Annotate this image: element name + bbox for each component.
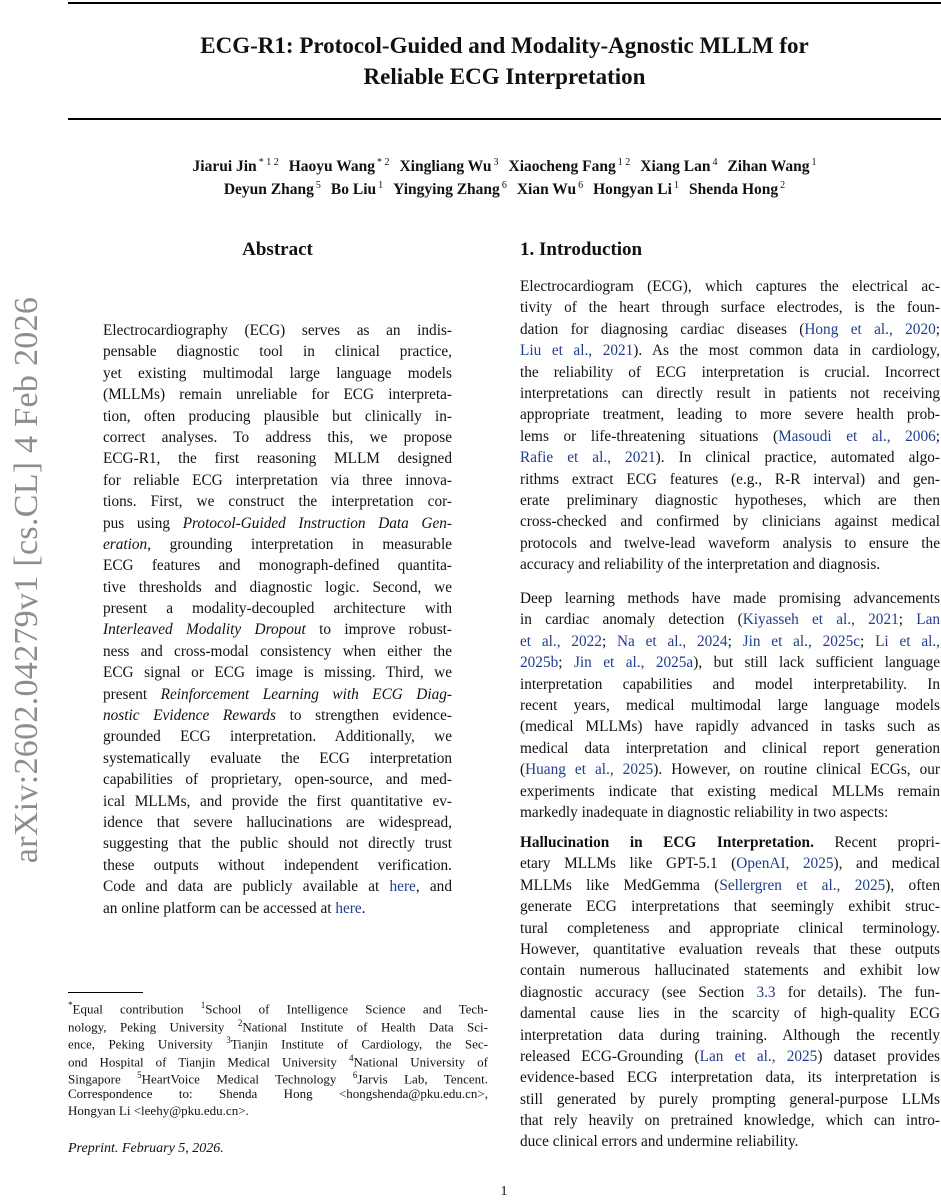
text-line bbox=[103, 448, 452, 469]
text-line bbox=[520, 469, 940, 490]
citation-link[interactable]: Liu et al., 2021 bbox=[520, 342, 634, 360]
title-rule bbox=[68, 118, 941, 120]
text-line bbox=[103, 406, 452, 427]
text-run: for reliable ECG interpretation via three innova- bbox=[103, 471, 452, 489]
author-affiliation-marker: 3 bbox=[493, 157, 499, 168]
text-run: nology, Peking University bbox=[68, 1018, 238, 1034]
citation-link[interactable]: Kiyasseh et al., 2021 bbox=[742, 611, 899, 629]
text-run: Deep learning methods have made promising advancements bbox=[520, 590, 940, 607]
text-line bbox=[520, 1067, 940, 1088]
text-run: markedly inadequate in diagnostic reliability in two aspects: bbox=[520, 803, 889, 821]
text-run: experiments indicate that existing medical MLLMs remain bbox=[520, 782, 940, 800]
text-run: evidence-based ECG interpretation data, its interpretation is bbox=[520, 1069, 940, 1087]
text-line bbox=[103, 791, 452, 812]
text-run: ; bbox=[860, 632, 876, 650]
author-list-row-1 bbox=[68, 157, 941, 176]
text-line bbox=[520, 1110, 940, 1131]
text-run: Electrocardiogram (ECG), which captures the electrical ac- bbox=[520, 278, 940, 295]
citation-link[interactable]: Hong et al., 2020 bbox=[804, 320, 936, 338]
text-line bbox=[68, 1067, 488, 1085]
text-line bbox=[68, 997, 488, 1015]
author bbox=[517, 181, 583, 198]
text-line bbox=[520, 609, 940, 630]
text-run: contain numerous hallucinated statements and exhibit low bbox=[520, 962, 940, 980]
run-in-heading: Hallucination in ECG Interpretation. bbox=[520, 834, 814, 851]
author-affiliation-marker: 5 bbox=[315, 180, 321, 191]
text-line bbox=[520, 853, 940, 874]
citation-link[interactable]: OpenAI, 2025 bbox=[736, 855, 834, 873]
text-run: Electrocardiography (ECG) serves as an indis- bbox=[103, 322, 452, 339]
text-line bbox=[520, 404, 940, 425]
text-run: ), and medical bbox=[833, 855, 940, 873]
text-line bbox=[520, 982, 940, 1003]
emphasis: eration bbox=[103, 535, 148, 553]
text-line bbox=[520, 695, 940, 716]
text-run: lems or life-threatening situations ( bbox=[520, 427, 779, 445]
text-run: (MLLMs) remain unreliable for ECG interpreta- bbox=[103, 386, 452, 404]
text-run: yet existing multimodal large language models bbox=[103, 364, 452, 382]
text-line bbox=[103, 534, 452, 555]
citation-link[interactable]: et al., 2022 bbox=[520, 632, 602, 650]
preprint-note: Preprint. February 5, 2026. bbox=[68, 1141, 224, 1156]
superscript: 1 bbox=[200, 1000, 206, 1010]
text-line bbox=[103, 619, 452, 640]
text-line bbox=[103, 705, 452, 726]
introduction-paragraph-2 bbox=[520, 588, 940, 823]
author-name: Zihan Wang bbox=[727, 158, 810, 176]
text-run: recent years, medical multimodal large language models bbox=[520, 696, 940, 714]
author bbox=[289, 158, 390, 175]
text-line bbox=[103, 641, 452, 662]
text-run: National Institute of Health Data Sci- bbox=[242, 1018, 488, 1034]
text-run: grounded ECG interpretation. Additionally, we bbox=[103, 728, 452, 746]
text-run: However, quantitative evaluation reveals that these outputs bbox=[520, 940, 940, 958]
text-line bbox=[520, 1131, 940, 1152]
text-run: School of Intelligence Science and Tech- bbox=[205, 1001, 488, 1017]
text-line bbox=[103, 769, 452, 790]
text-run: Tianjin Institute of Cardiology, the Sec- bbox=[230, 1036, 489, 1052]
author bbox=[193, 158, 279, 175]
text-run: ; bbox=[601, 632, 617, 650]
author bbox=[331, 181, 383, 198]
author-affiliation-marker: 1 bbox=[811, 157, 817, 168]
text-run: ence, Peking University bbox=[68, 1036, 227, 1052]
text-run: ECG signal or ECG image is missing. Third, we bbox=[103, 664, 452, 682]
text-line bbox=[520, 832, 940, 853]
text-run: Equal contribution bbox=[72, 1001, 201, 1017]
text-run: to strengthen evidence- bbox=[275, 707, 452, 725]
text-line bbox=[520, 674, 940, 695]
author-affiliation-marker: 1 bbox=[378, 180, 384, 191]
author-list-row-2 bbox=[68, 180, 941, 199]
author-affiliation-marker: 4 bbox=[712, 157, 718, 168]
citation-link[interactable]: Huang et al., 2025 bbox=[525, 761, 654, 779]
text-run: protocols and twelve-lead waveform analysis to ensure the bbox=[520, 534, 940, 552]
text-line bbox=[103, 341, 452, 362]
superscript: 2 bbox=[237, 1017, 243, 1028]
author-name: Xiaocheng Fang bbox=[508, 158, 616, 176]
text-line bbox=[68, 1085, 488, 1103]
superscript: 4 bbox=[348, 1052, 354, 1063]
text-line bbox=[520, 362, 940, 383]
citation-link[interactable]: Na et al., 2024 bbox=[617, 632, 728, 650]
text-run: ) dataset provides bbox=[817, 1047, 940, 1065]
text-line bbox=[520, 533, 940, 554]
text-run: suggesting that the public should not directly trust bbox=[103, 835, 452, 853]
author bbox=[640, 158, 717, 175]
text-line bbox=[103, 577, 452, 598]
text-run: ). In clinical practice, automated algo- bbox=[655, 449, 940, 467]
text-run: medical data interpretation and clinical report generation bbox=[520, 739, 940, 757]
text-run: tions. First, we construct the interpretation cor- bbox=[103, 493, 452, 511]
text-line bbox=[520, 1089, 940, 1110]
text-line bbox=[520, 554, 940, 575]
text-line bbox=[520, 738, 940, 759]
text-line bbox=[520, 511, 940, 532]
text-line bbox=[520, 781, 940, 802]
text-line bbox=[520, 426, 940, 447]
citation-link[interactable]: Sellergren et al., 2025 bbox=[719, 876, 886, 894]
text-run: systematically evaluate the ECG interpretation bbox=[103, 749, 452, 767]
author-name: Xian Wu bbox=[516, 181, 577, 199]
text-run: , and bbox=[415, 878, 452, 896]
text-line bbox=[68, 1032, 488, 1050]
text-run: Code and data are publicly available at bbox=[103, 878, 390, 896]
text-line bbox=[103, 726, 452, 747]
author-name: Xiang Lan bbox=[640, 158, 711, 176]
text-run: ), but still lack sufficient language bbox=[693, 654, 940, 672]
emphasis: Reinforcement Learning with ECG Diag- bbox=[160, 685, 452, 703]
text-run: ; bbox=[558, 654, 574, 672]
citation-link[interactable]: 3.3 bbox=[756, 983, 776, 1001]
text-line bbox=[68, 1015, 488, 1033]
citation-link[interactable]: Rafie et al., 2021 bbox=[520, 449, 656, 467]
author bbox=[593, 181, 679, 198]
text-run: tural completeness and appropriate clinical terminology. bbox=[520, 919, 940, 937]
author-affiliation-marker: 6 bbox=[578, 180, 584, 191]
text-line bbox=[520, 716, 940, 737]
citation-link[interactable]: Lan bbox=[916, 611, 941, 629]
text-line bbox=[103, 363, 452, 384]
emphasis: nostic Evidence Rewards bbox=[103, 707, 276, 725]
text-run: Correspondence to: Shenda Hong <hongshenda@pku.edu.cn>, bbox=[68, 1085, 488, 1101]
text-run: cross-checked and confirmed by clinicians against medical bbox=[520, 513, 940, 531]
text-line bbox=[520, 1025, 940, 1046]
text-line bbox=[520, 939, 940, 960]
author bbox=[393, 181, 507, 198]
text-line bbox=[520, 960, 940, 981]
superscript: 6 bbox=[352, 1070, 358, 1080]
author-affiliation-marker: 6 bbox=[501, 180, 507, 191]
citation-link[interactable]: here bbox=[389, 878, 416, 896]
text-line bbox=[103, 898, 452, 919]
text-run: to improve robust- bbox=[305, 621, 452, 639]
text-run: interpretation data during training. Although the recently bbox=[520, 1026, 940, 1044]
text-run: ; bbox=[935, 320, 940, 338]
author bbox=[727, 158, 816, 175]
text-run: rithms extract ECG features (e.g., R-R interval) and gen- bbox=[520, 470, 940, 488]
text-run: National University of bbox=[353, 1053, 488, 1069]
text-line bbox=[520, 1046, 940, 1067]
text-run: pensable diagnostic tool in clinical practice, bbox=[103, 343, 452, 361]
text-run: , grounding interpretation in measurable bbox=[147, 535, 452, 553]
text-run: Jarvis Lab, Tencent. bbox=[357, 1071, 488, 1087]
text-run: that rely heavily on pretrained knowledge, which can intro- bbox=[520, 1112, 940, 1130]
page-number: 1 bbox=[500, 1184, 508, 1199]
text-line bbox=[103, 555, 452, 576]
author-name: Shenda Hong bbox=[688, 181, 779, 199]
title-line-1: ECG-R1: Protocol-Guided and Modality-Agnostic MLLM for bbox=[200, 33, 809, 58]
text-line bbox=[103, 320, 452, 341]
text-run: HeartVoice Medical Technology bbox=[141, 1071, 353, 1087]
author-name: Jiarui Jin bbox=[192, 158, 257, 176]
superscript: 5 bbox=[137, 1070, 142, 1080]
text-line bbox=[520, 918, 940, 939]
text-run: ECG features and monograph-defined quantita- bbox=[103, 557, 452, 575]
introduction-paragraph-3 bbox=[520, 832, 940, 1153]
superscript: * bbox=[68, 1000, 73, 1010]
author-affiliation-marker: 1 bbox=[673, 180, 679, 191]
text-run: present bbox=[103, 685, 161, 703]
text-run: tivity of the heart through surface electrodes, is the foun- bbox=[520, 299, 940, 317]
author bbox=[509, 158, 631, 175]
abstract-body bbox=[103, 320, 452, 919]
author-name: Bo Liu bbox=[330, 181, 377, 199]
author-affiliation-marker: * 2 bbox=[376, 157, 390, 168]
text-run: accuracy and reliability of the interpretation and diagnosis. bbox=[520, 556, 881, 574]
text-run: these outputs without independent verification. bbox=[103, 856, 452, 874]
text-run: interpretations can directly result in patients not receiving bbox=[520, 384, 940, 402]
text-run: released ECG-Grounding ( bbox=[520, 1047, 700, 1065]
text-run: an online platform can be accessed at bbox=[103, 899, 336, 917]
text-run: ( bbox=[520, 761, 526, 779]
author-name: Haoyu Wang bbox=[288, 158, 375, 176]
text-run: MLLMs like MedGemma ( bbox=[520, 876, 720, 894]
text-line bbox=[520, 297, 940, 318]
text-run: still generated by purely prompting general-purpose LLMs bbox=[520, 1090, 940, 1108]
text-line bbox=[103, 684, 452, 705]
text-run: appropriate treatment, leading to more severe health prob- bbox=[520, 406, 940, 424]
text-run: ; bbox=[935, 427, 940, 445]
author bbox=[399, 158, 498, 175]
text-run: ). However, on routine clinical ECGs, our bbox=[653, 761, 941, 779]
text-run: correct analyses. To address this, we propose bbox=[103, 428, 452, 446]
text-line bbox=[520, 447, 940, 468]
citation-link[interactable]: Lan et al., 2025 bbox=[699, 1047, 818, 1065]
text-line bbox=[68, 1050, 488, 1068]
text-run: tive thresholds and diagnostic logic. Second, we bbox=[103, 578, 452, 596]
author bbox=[689, 181, 785, 198]
title-line-2: Reliable ECG Interpretation bbox=[363, 64, 646, 89]
text-run: dation for diagnosing cardiac diseases ( bbox=[520, 320, 805, 338]
text-line bbox=[520, 652, 940, 673]
arxiv-identifier-text: arXiv:2602.04279v1 [cs.CL] 4 Feb 2026 bbox=[8, 296, 45, 864]
text-line bbox=[103, 427, 452, 448]
text-line bbox=[103, 876, 452, 897]
text-run: etary MLLMs like GPT-5.1 ( bbox=[520, 855, 737, 873]
author-affiliation-marker: * 1 2 bbox=[258, 157, 279, 168]
text-line bbox=[103, 470, 452, 491]
text-run: duce clinical errors and undermine reliability. bbox=[520, 1133, 799, 1151]
paper-title bbox=[68, 30, 941, 92]
text-run: (medical MLLMs) have rapidly advanced in tasks such as bbox=[520, 718, 940, 736]
text-run: capabilities of proprietary, open-source, and med- bbox=[103, 771, 452, 789]
text-line bbox=[103, 812, 452, 833]
text-run: generate ECG interpretations that seemingly exhibit struc- bbox=[520, 898, 940, 916]
text-run: in cardiac anomaly detection ( bbox=[520, 611, 743, 629]
text-line bbox=[520, 490, 940, 511]
text-run: ), often bbox=[885, 876, 940, 894]
text-line bbox=[520, 383, 940, 404]
text-run: Singapore bbox=[68, 1071, 138, 1087]
text-line bbox=[103, 833, 452, 854]
text-line bbox=[103, 513, 452, 534]
author-affiliation-marker: 2 bbox=[780, 180, 786, 191]
affiliations-footnote bbox=[68, 997, 488, 1120]
superscript: 3 bbox=[226, 1035, 231, 1045]
text-line bbox=[103, 491, 452, 512]
author-affiliation-marker: 1 2 bbox=[617, 157, 631, 168]
text-run: ical MLLMs, and provide the first quantitative ev- bbox=[103, 792, 452, 810]
text-line bbox=[520, 588, 940, 609]
citation-link[interactable]: Jin et al., 2025a bbox=[573, 654, 694, 672]
text-line bbox=[520, 276, 940, 297]
author-name: Yingying Zhang bbox=[393, 181, 500, 199]
text-run: ). As the most common data in cardiology, bbox=[633, 342, 940, 360]
text-run: for details). The fun- bbox=[775, 983, 940, 1001]
author-name: Xingliang Wu bbox=[399, 158, 492, 176]
text-run: diagnostic accuracy (see Section bbox=[520, 983, 757, 1001]
author bbox=[224, 181, 321, 198]
text-line bbox=[520, 1003, 940, 1024]
text-line bbox=[68, 1102, 488, 1120]
text-run: pus using bbox=[103, 514, 183, 532]
text-run: present a modality-decoupled architecture with bbox=[103, 600, 452, 618]
text-run: erate preliminary diagnostic hypotheses, which are then bbox=[520, 491, 940, 509]
text-run: the reliability of ECG interpretation is crucial. Incorrect bbox=[520, 363, 940, 381]
text-run: damental cause lies in the scarcity of high-quality ECG bbox=[520, 1005, 940, 1023]
citation-link[interactable]: here bbox=[335, 899, 362, 917]
text-run: . bbox=[361, 899, 366, 917]
text-line bbox=[103, 855, 452, 876]
citation-link[interactable]: Jin et al., 2025c bbox=[742, 632, 861, 650]
introduction-heading: 1. Introduction bbox=[520, 239, 643, 260]
emphasis: Protocol-Guided Instruction Data Gen- bbox=[182, 514, 453, 532]
text-line bbox=[520, 802, 940, 823]
emphasis: Interleaved Modality Dropout bbox=[103, 621, 306, 639]
text-line bbox=[103, 384, 452, 405]
citation-link[interactable]: Masoudi et al., 2006 bbox=[778, 427, 936, 445]
text-line bbox=[520, 319, 940, 340]
citation-link[interactable]: 2025b bbox=[520, 654, 559, 672]
text-run: idence that severe hallucinations are widespread, bbox=[103, 813, 452, 831]
top-rule bbox=[68, 2, 941, 4]
citation-link[interactable]: Li et al., bbox=[875, 632, 941, 650]
text-run: Recent propri- bbox=[813, 834, 940, 851]
text-run: interpretation capabilities and model interpretability. In bbox=[520, 675, 940, 693]
text-run: ; bbox=[898, 611, 917, 629]
text-line bbox=[520, 340, 940, 361]
text-line bbox=[103, 598, 452, 619]
text-line bbox=[520, 759, 940, 780]
text-run: ECG-R1, the first reasoning MLLM designed bbox=[103, 450, 452, 468]
text-line bbox=[103, 748, 452, 769]
text-run: ond Hospital of Tianjin Medical University bbox=[68, 1053, 349, 1069]
text-line bbox=[520, 631, 940, 652]
author-name: Hongyan Li bbox=[593, 181, 672, 199]
text-run: Hongyan Li <leehy@pku.edu.cn>. bbox=[68, 1103, 249, 1118]
footnote-rule bbox=[68, 992, 143, 993]
text-run: ness and cross-modal consistency when either the bbox=[103, 642, 452, 660]
abstract-heading: Abstract bbox=[242, 239, 313, 260]
introduction-paragraph-1 bbox=[520, 276, 940, 575]
text-run: tion, often producing plausible but clinically in- bbox=[103, 407, 452, 425]
text-line bbox=[520, 896, 940, 917]
text-line bbox=[103, 662, 452, 683]
text-run: ; bbox=[727, 632, 743, 650]
author-name: Deyun Zhang bbox=[223, 181, 314, 199]
text-line bbox=[520, 875, 940, 896]
